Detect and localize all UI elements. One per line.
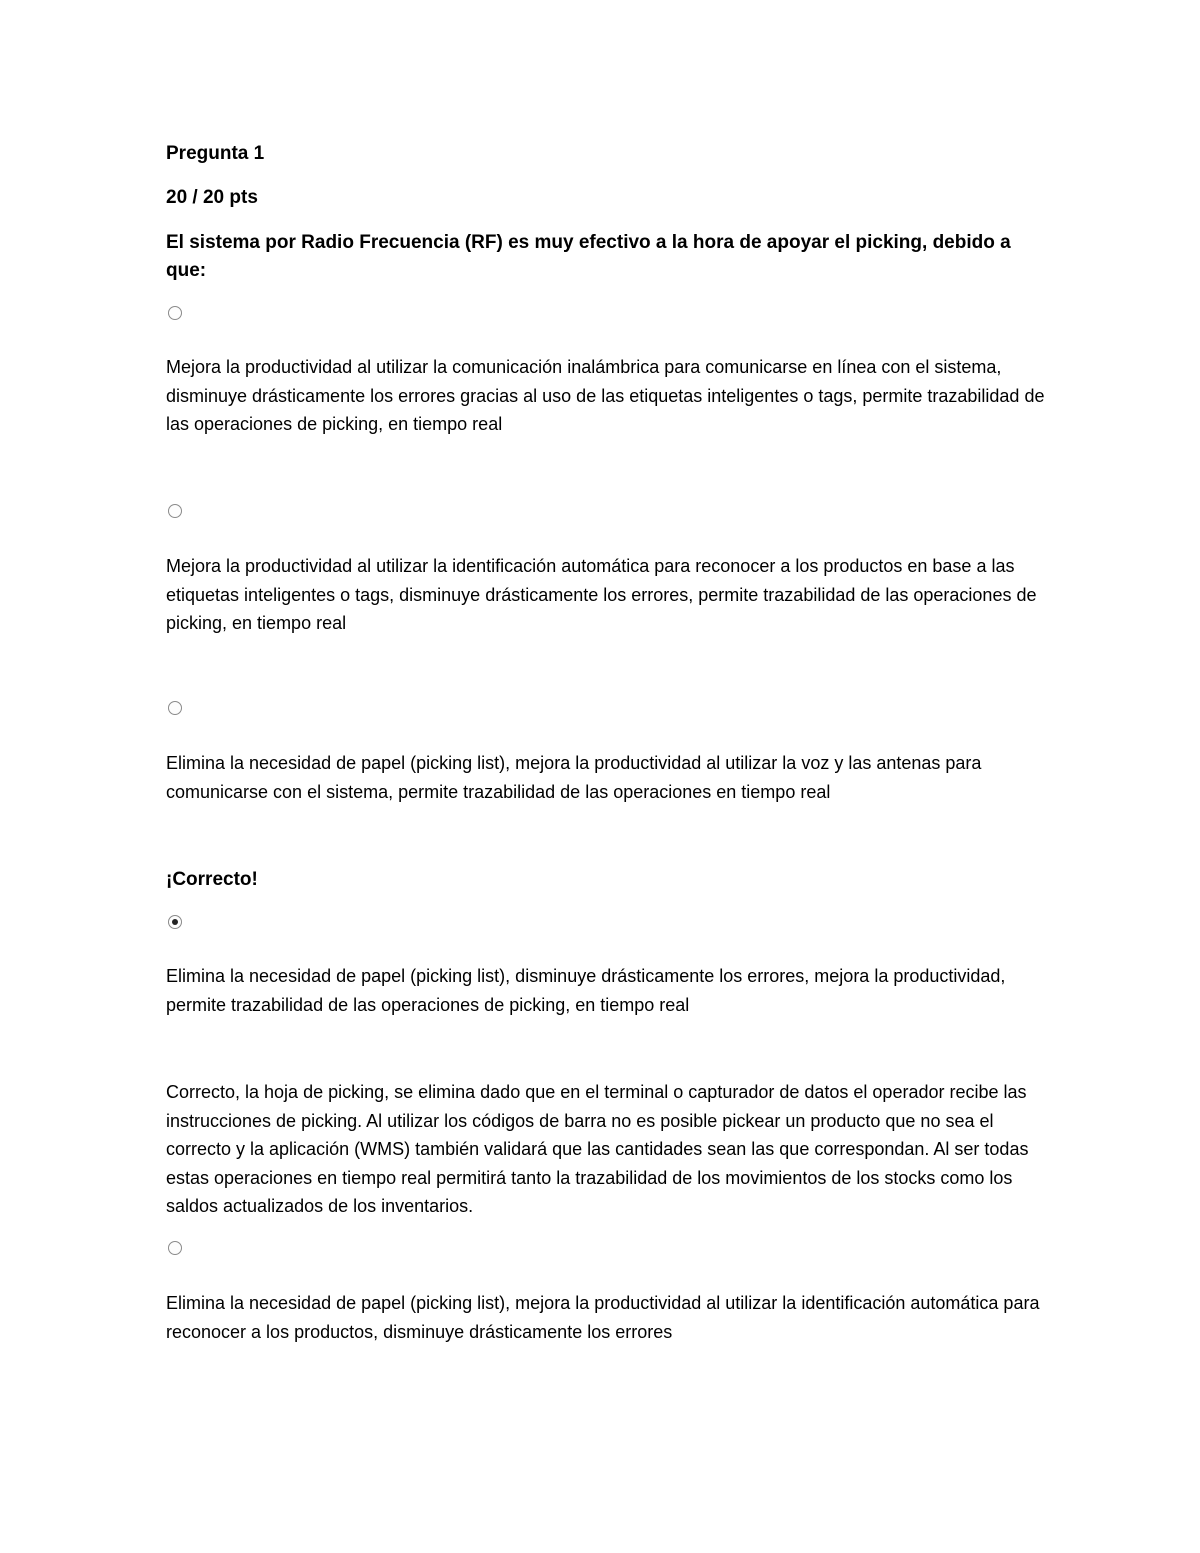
option-4-radio[interactable] [168, 915, 182, 929]
question-prompt: El sistema por Radio Frecuencia (RF) es muy efectivo a la hora de apoyar el picking, debido a que: [166, 232, 1011, 281]
option-2-text: Mejora la productividad al utilizar la identificación automática para reconocer a los productos en base a las etiquetas inteligentes o tags, disminuye drásticamente los errores, permite trazabilidad de las operaciones de picking, en tiempo real [166, 556, 1037, 633]
option-2-radio[interactable] [168, 504, 182, 518]
option-5-text: Elimina la necesidad de papel (picking list), mejora la productividad al utilizar la identificación automática para reconocer a los productos, disminuye drásticamente los errores [166, 1293, 1040, 1342]
option-3-text: Elimina la necesidad de papel (picking list), mejora la productividad al utilizar la voz y las antenas para comunicarse con el sistema, permite trazabilidad de las operaciones en tiempo real [166, 753, 982, 802]
option-1-radio[interactable] [168, 306, 182, 320]
question-score: 20 / 20 pts [166, 187, 258, 208]
option-4-text: Elimina la necesidad de papel (picking list), disminuye drásticamente los errores, mejora la productividad, permite trazabilidad de las operaciones de picking, en tiempo real [166, 966, 1006, 1015]
option-5-radio[interactable] [168, 1241, 182, 1255]
option-1-text: Mejora la productividad al utilizar la comunicación inalámbrica para comunicarse en línea con el sistema, disminuye drásticamente los errores gracias al uso de las etiquetas inteligentes o tags, permite trazabilidad de las operaciones de picking, en tiempo real [166, 357, 1045, 434]
correct-label: ¡Correcto! [166, 869, 258, 890]
option-3-radio[interactable] [168, 701, 182, 715]
answer-feedback: Correcto, la hoja de picking, se elimina dado que en el terminal o capturador de datos el operador recibe las instrucciones de picking. Al utilizar los códigos de barra no es posible pickear un producto que no sea el correcto y la aplicación (WMS) también validará que las cantidades sean las que correspondan. Al ser todas estas operaciones en tiempo real permitirá tanto la trazabilidad de los movimientos de los stocks como los saldos actualizados de los inventarios. [166, 1082, 1029, 1216]
question-title: Pregunta 1 [166, 143, 265, 164]
